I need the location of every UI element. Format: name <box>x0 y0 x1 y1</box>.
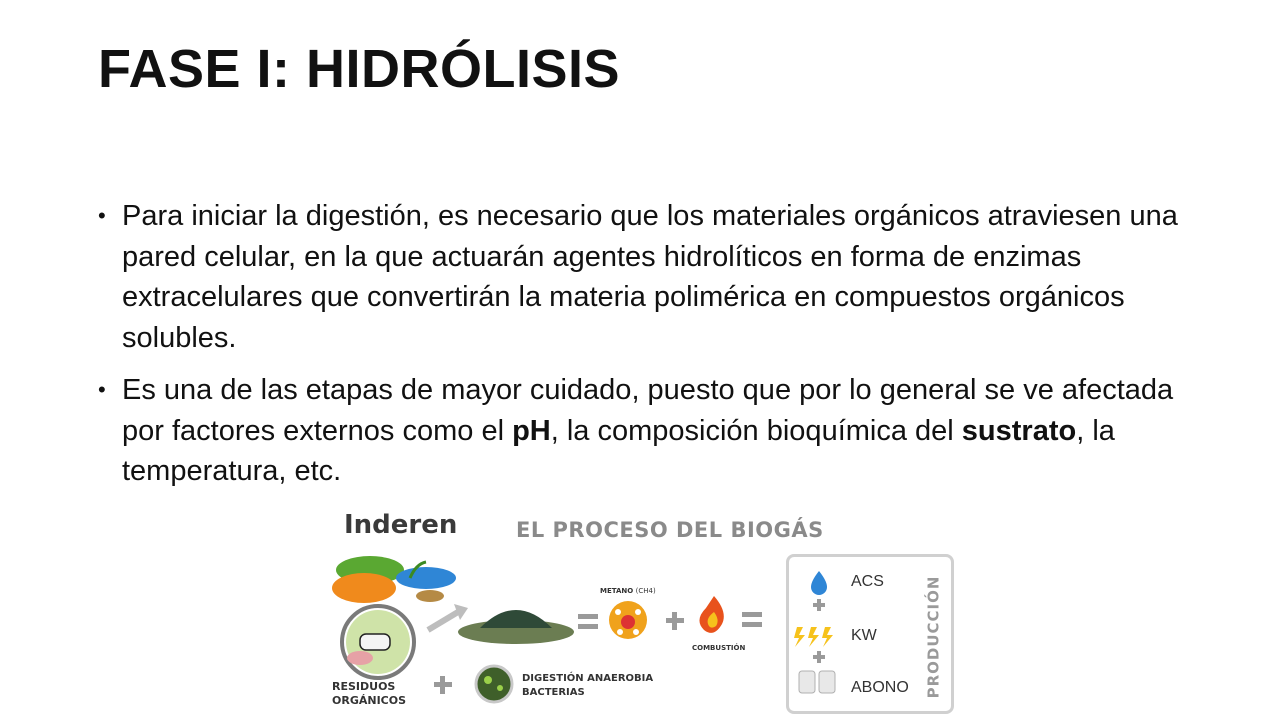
lightning-icon <box>794 627 805 647</box>
biogas-process-infographic <box>330 508 970 720</box>
produccion-item-abono: ABONO <box>851 679 909 696</box>
produccion-icons <box>789 557 849 707</box>
seeds-icon <box>416 590 444 602</box>
bullet-2-bold-sustrato: sustrato <box>961 414 1077 447</box>
equals-icon <box>742 612 762 617</box>
digester-dome-icon <box>480 610 552 628</box>
bullet-dot-icon: • <box>98 377 106 402</box>
bullet-item-2 <box>98 370 1178 492</box>
digestion-label <box>522 672 653 700</box>
equals-icon <box>578 614 598 619</box>
bullet-text-2 <box>122 374 1173 487</box>
blue-leaf-icon <box>396 567 456 589</box>
orange-leaf-icon <box>332 573 396 603</box>
pig-icon <box>347 651 373 665</box>
bullet-2-part3: , la temperatura, etc. <box>122 414 1115 487</box>
arrow-icon <box>428 612 458 630</box>
methane-formula: (CH4) <box>635 587 656 595</box>
produccion-heading-wrap <box>919 567 947 707</box>
bullet-list <box>98 196 1178 504</box>
bacteria-icon <box>476 666 512 702</box>
cow-icon <box>360 634 390 650</box>
methane-label <box>600 587 656 595</box>
methane-label-text: METANO <box>600 587 634 595</box>
fertilizer-bag-icon <box>799 671 815 693</box>
bullet-2-part1: Es una de las etapas de mayor cuidado, puesto que por lo general se ve afectada por factores externos como el <box>122 374 1174 447</box>
combustion-label: COMBUSTIÓN <box>692 644 746 652</box>
bullet-2-bold-ph: pH <box>512 414 551 447</box>
produccion-panel <box>786 554 954 714</box>
bullet-2-part2: , la composición bioquímica del <box>550 414 962 447</box>
residuos-label-line2: ORGÁNICOS <box>332 694 407 707</box>
produccion-item-acs: ACS <box>851 573 884 590</box>
digestion-label-line1: DIGESTIÓN ANAEROBIA <box>522 673 654 684</box>
produccion-item-kw: KW <box>851 627 877 644</box>
residuos-label <box>332 680 406 708</box>
residuos-label-line1: RESIDUOS <box>332 680 396 693</box>
bullet-item-1 <box>98 196 1178 358</box>
water-drop-icon <box>811 571 827 595</box>
brand-logo-text: Inderen <box>344 510 458 540</box>
produccion-heading: PRODUCCIÓN <box>924 575 942 699</box>
bullet-dot-icon: • <box>98 203 106 228</box>
bullet-text-1: Para iniciar la digestión, es necesario que los materiales orgánicos atraviesen una pared celular, en la que actuarán agentes hidrolíticos en forma de enzimas extracelulares que convertirán la materia polimérica en compuestos orgánicos solubles. <box>122 200 1178 354</box>
digestion-label-line2: BACTERIAS <box>522 687 585 698</box>
slide-title: FASE I: HIDRÓLISIS <box>98 39 621 99</box>
infographic-title: EL PROCESO DEL BIOGÁS <box>516 518 824 542</box>
